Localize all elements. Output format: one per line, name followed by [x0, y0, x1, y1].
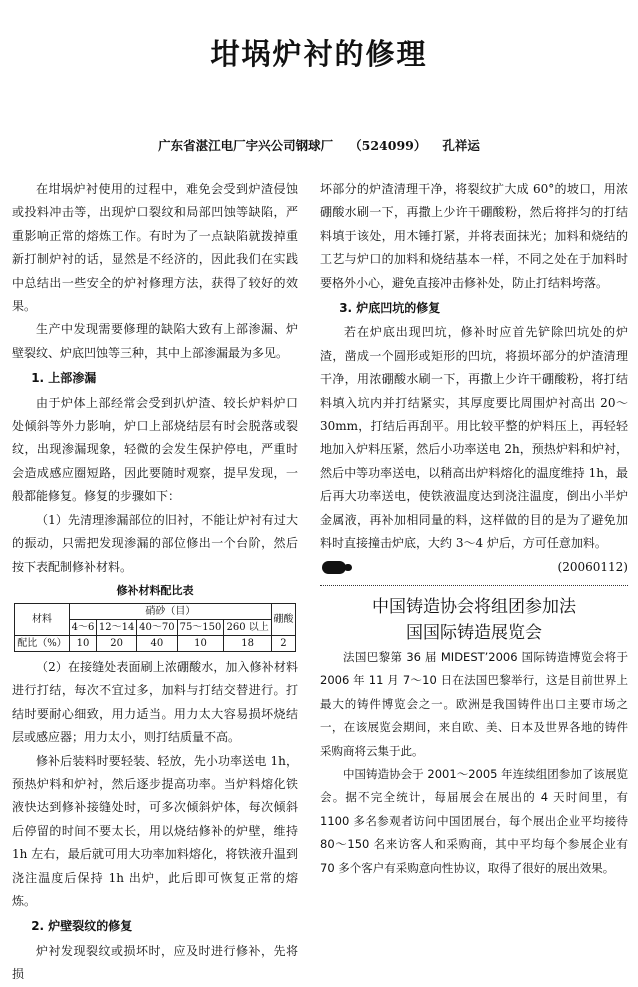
- section-1-heading: 1. 上部渗漏: [31, 371, 97, 386]
- ratio-label: 配比（%）: [15, 635, 70, 651]
- mesh-cell: 260 以上: [224, 619, 271, 635]
- mesh-cell: 4～6: [70, 619, 97, 635]
- section-3-paragraph: 若在炉底出现凹坑，修补时应首先铲除凹坑处的炉渣，凿成一个圆形或矩形的凹坑，将损坏部分的炉渣清理干净，用浓硼酸水刷一下，再撒上少许干硼酸粉，将打结料填入坑内并打结紧实，其厚度要比周围炉衬高出 20～30mm，打结后再刮平。用比较平整的炉料压上，再轻轻地加入炉料压紧，然后小功率送电 2h，预热炉料和炉衬，然后中等功率送电，以稍高出炉料熔化的温度维持 1h，最后再大功率送电，使铁液温度达到浇注温度，倒出小半炉金属液，再补加相同量的料，这样做的目的是为了避免加料时直接撞击炉底，大约 3～4 炉后，方可任意加料。: [320, 325, 628, 551]
- intro-paragraph: 在坩埚炉衬使用的过程中，难免会受到炉渣侵蚀或投料冲击等，出现炉口裂纹和局部凹蚀等缺陷，严重影响正常的熔炼工作。有时为了一点缺陷就拨掉重新打制炉衬的话，显然是不经济的，因此我们在实践中总结出一些安全的炉衬修理方法，获得了较好的效果。: [12, 182, 298, 314]
- reference-number: (20060112): [557, 559, 628, 574]
- ratio-cell: 18: [224, 635, 271, 651]
- byline: [0, 136, 638, 154]
- news-item: [320, 594, 628, 880]
- news-title-line-1: 中国铸造协会将组团参加法: [372, 596, 576, 617]
- section-2-paragraph-continued: 坏部分的炉渣清理干净，将裂纹扩大成 60°的坡口，用浓硼酸水刷一下，再撒上少许干硼酸粉，然后将拌匀的打结料填于该处，用木锤打紧，并将表面抹光；加料和烧结的工艺与炉口的加料和烧结基本一样，不同之处在于加料时要格外小心，避免直接冲击修补处，防止打结料垮落。: [320, 182, 628, 290]
- boric-acid-header: 硼酸: [271, 603, 295, 635]
- journal-logo-icon: [322, 561, 346, 574]
- right-column: [320, 178, 628, 880]
- article-end-row: [320, 556, 628, 579]
- news-paragraph-1: 法国巴黎第 36 届 MIDEST’2006 国际铸造博览会将于 2006 年 11 月 7～10 日在法国巴黎举行，这是目前世界上最大的铸件博览会之一。欧洲是我国铸件出口主要市场之一，在该展览会期间，来自欧、美、日本及世界各地的铸件采购商将云集于此。: [320, 649, 628, 758]
- mesh-cell: 40～70: [137, 619, 177, 635]
- section-2-heading: 2. 炉壁裂纹的修复: [31, 919, 133, 934]
- news-paragraph-2: 中国铸造协会于 2001～2005 年连续组团参加了该展览会。据不完全统计，每届展会在展出的 4 天时间里，有 1100 多名参观者访问中国团展台，每个展出企业平均接待 80～150 名来访客人和采购商，其中平均每个参展企业有 70 多个客户有采购意向性协议，取得了很好的展出效果。: [320, 766, 628, 875]
- section-1-paragraph-3: （2）在接缝处表面刷上浓硼酸水，加入修补材料进行打结，每次不宜过多，加料与打结交替进行。打结时要耐心细致，用力适当。用力太大容易损坏烧结层或感应器；用力太小，则打结质量不高。: [12, 659, 298, 745]
- corundum-header: 硝砂（目）: [70, 603, 272, 619]
- defects-paragraph: 生产中发现需要修理的缺陷大致有上部渗漏、炉壁裂纹、炉底凹蚀等三种，其中上部渗漏最为多见。: [12, 322, 298, 360]
- postcode: （524099）: [349, 138, 427, 153]
- ratio-cell: 10: [70, 635, 97, 651]
- section-2-paragraph-start: 炉衬发现裂纹或损坏时，应及时进行修补，先将损: [12, 943, 298, 982]
- ratio-cell: 2: [271, 635, 295, 651]
- ratio-cell: 10: [177, 635, 224, 651]
- ratio-cell: 20: [96, 635, 136, 651]
- ratio-row: [15, 635, 296, 651]
- affiliation: 广东省湛江电厂宇兴公司钢球厂: [158, 138, 334, 153]
- mesh-cell: 12～14: [96, 619, 136, 635]
- ratio-cell: 40: [137, 635, 177, 651]
- news-title-line-2: 国国际铸造展览会: [406, 622, 542, 643]
- mesh-cell: 75～150: [177, 619, 224, 635]
- section-1-paragraph-2: （1）先清理渗漏部位的旧衬，不能让炉衬有过大的振动，只需把发现渗漏的部位修出一个台阶，然后按下表配制修补材料。: [12, 512, 298, 574]
- section-3-heading: 3. 炉底凹坑的修复: [339, 301, 441, 316]
- material-header: 材料: [15, 603, 70, 635]
- author: 孔祥运: [442, 138, 480, 153]
- left-column: [12, 178, 298, 987]
- divider: [320, 585, 628, 586]
- section-1-paragraph-4: 修补后装料时要轻装、轻放，先小功率送电 1h，预热炉料和炉衬，然后逐步提高功率。当炉料熔化铁液快达到修补接缝处时，可多次倾斜炉体，每次倾斜后停留的时间不要太长，用以烧结修补的炉壁，维持 1h 左右，最后就可用大功率加料熔化，将铁液升温到浇注温度后保持 1h 出炉，此后即可恢复正常的熔炼。: [12, 753, 298, 908]
- article-title: 坩埚炉衬的修理: [210, 37, 428, 71]
- table-header-row: [15, 603, 296, 619]
- section-1-paragraph-1: 由于炉体上部经常会受到扒炉渣、较长炉料炉口处倾斜等外力影响，炉口上部烧结层有时会脱落或裂纹，出现渗漏现象，轻微的会发生保护停电，严重时会造成感应圈短路，因此要随时观察，提早发现，一般都能修复。修复的步骤如下：: [12, 395, 298, 504]
- mix-ratio-table: [14, 603, 296, 652]
- table-caption: 修补材料配比表: [116, 583, 194, 597]
